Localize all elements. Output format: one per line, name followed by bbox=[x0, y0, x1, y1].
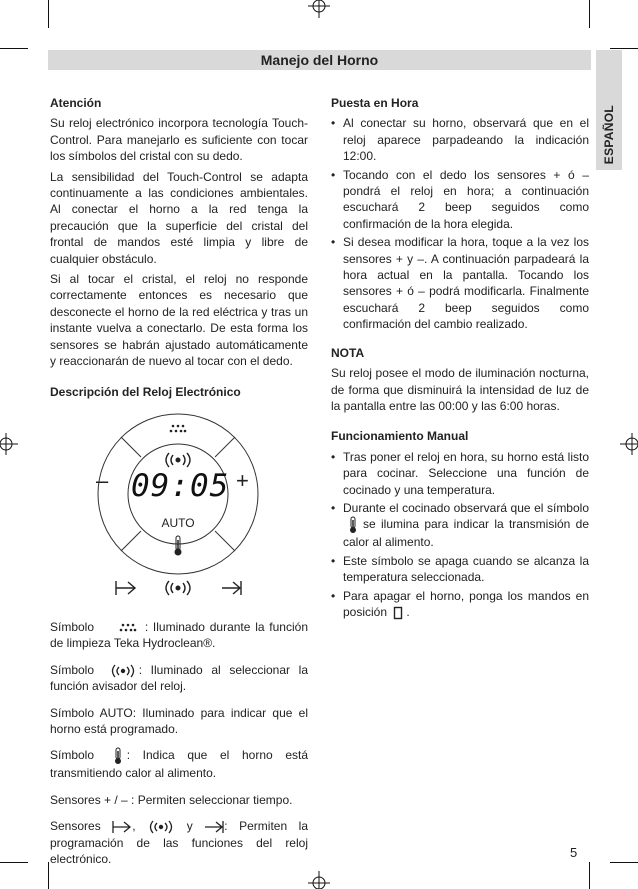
crop-mark bbox=[48, 862, 49, 889]
thermometer-icon bbox=[113, 747, 123, 765]
crop-mark bbox=[610, 862, 638, 863]
plus-sensor[interactable]: + bbox=[236, 467, 249, 493]
section-heading-nota: NOTA bbox=[331, 345, 365, 360]
symbol-description: Símbolo : Iluminado al seleccionar la función avisador del reloj. bbox=[50, 662, 309, 694]
alarm-icon bbox=[162, 452, 194, 468]
page-title: Manejo del Horno bbox=[260, 52, 379, 68]
list-item: • Tras poner el reloj en hora, su horno está listo para cocinar. Seleccione una función de cocinado y una temperatura. bbox=[331, 449, 589, 498]
alarm-icon bbox=[147, 820, 175, 834]
auto-label: AUTO bbox=[99, 705, 133, 720]
left-column bbox=[50, 95, 308, 877]
alarm-icon bbox=[109, 664, 137, 678]
crop-mark bbox=[48, 0, 49, 28]
paragraph: Su reloj posee el modo de iluminación nocturna, de forma que disminuirá la intensidad de luz de la pantalla entre las 00:00 y las 6:00 horas. bbox=[331, 366, 589, 413]
manual-list bbox=[331, 449, 589, 621]
registration-mark bbox=[0, 433, 18, 455]
symbol-description: Símbolo AUTO: Iluminado para indicar que el horno está programado. bbox=[50, 705, 309, 736]
crop-mark bbox=[610, 48, 638, 49]
symbol-description: Sensores + / – : Permiten seleccionar tiempo. bbox=[50, 792, 293, 807]
clock-display: 09:05 bbox=[131, 467, 230, 504]
clock-diagram bbox=[50, 404, 308, 609]
registration-mark bbox=[308, 871, 330, 889]
hydroclean-icon bbox=[119, 622, 137, 634]
symbol-description: Sensores , y : Permiten la programación de las funciones del reloj electrónico. bbox=[50, 819, 308, 866]
page-number: 5 bbox=[570, 845, 578, 860]
program-end-icon bbox=[204, 820, 224, 834]
paragraph: Su reloj electrónico incorpora tecnología Touch-Control. Para manejarlo es suficiente con tocar los símbolos del cristal con su dedo. bbox=[50, 116, 308, 164]
list-item: • Para apagar el horno, ponga los mandos en posición . bbox=[331, 588, 589, 621]
thermometer-icon bbox=[173, 535, 183, 557]
registration-mark bbox=[620, 433, 638, 455]
auto-label: AUTO bbox=[161, 515, 195, 530]
off-position-icon bbox=[393, 606, 403, 620]
crop-mark bbox=[589, 0, 590, 28]
program-end-sensor[interactable] bbox=[220, 580, 242, 596]
paragraph: Si al tocar el cristal, el reloj no responde correctamente entonces es necesario que desconecte el horno de la red eléctrica y tras un instante vuelva a conectarlo. De esta forma los sensores se habrán ajustado automáticamente y reaccionarán de nuevo al tocar con el dedo. bbox=[50, 272, 308, 369]
crop-mark bbox=[589, 862, 590, 889]
list-item: • Este símbolo se apaga cuando se alcanza la temperatura seleccionada. bbox=[331, 553, 589, 586]
section-heading-manual: Funcionamiento Manual bbox=[331, 429, 469, 444]
section-heading-descripcion: Descripción del Reloj Electrónico bbox=[50, 384, 241, 399]
right-column bbox=[331, 95, 589, 626]
minus-sensor[interactable]: – bbox=[96, 467, 109, 493]
list-item: • Tocando con el dedo los sensores + ó – pondrá el reloj en hora; a continuación escuchará 2 beep seguidos como confirmación de la hora elegida. bbox=[331, 167, 589, 233]
paragraph: La sensibilidad del Touch-Control se adapta continuamente a las condiciones ambientales. Al conectar el horno a la red tenga la precaución que la superficie del cristal del frontal de mandos esté limpia y libre de cualquier obstáculo. bbox=[50, 169, 308, 266]
registration-mark bbox=[308, 0, 330, 18]
section-heading-puesta: Puesta en Hora bbox=[331, 96, 419, 110]
symbol-description: Símbolo : Indica que el horno está transmitiendo calor al alimento. bbox=[50, 748, 308, 781]
language-label: ESPAÑOL bbox=[602, 104, 616, 164]
alarm-sensor[interactable] bbox=[162, 580, 194, 596]
thermometer-icon bbox=[348, 516, 358, 534]
section-heading-atencion: Atención bbox=[50, 96, 102, 110]
crop-mark bbox=[0, 862, 28, 863]
program-start-sensor[interactable] bbox=[115, 580, 137, 596]
program-start-icon bbox=[112, 820, 132, 834]
list-item: • Durante el cocinado observará que el símbolo se ilumina para indicar la transmisión de calor al alimento. bbox=[331, 500, 589, 551]
puesta-list bbox=[331, 115, 589, 332]
crop-mark bbox=[0, 48, 28, 49]
hydroclean-icon bbox=[169, 423, 187, 435]
symbol-description: Símbolo : Iluminado durante la función de limpieza Teka Hydroclean®. bbox=[50, 619, 308, 651]
list-item: • Al conectar su horno, observará que en el reloj aparece parpadeando la indicación 12:00. bbox=[331, 115, 589, 164]
list-item: • Si desea modificar la hora, toque a la vez los sensores + y –. A continuación parpadeará la hora actual en la pantalla. Tocando los sensores + ó – podrá modificarla. Finalmente escuchará 2 beep seguidos como confirmación del cambio realizado. bbox=[331, 234, 589, 332]
